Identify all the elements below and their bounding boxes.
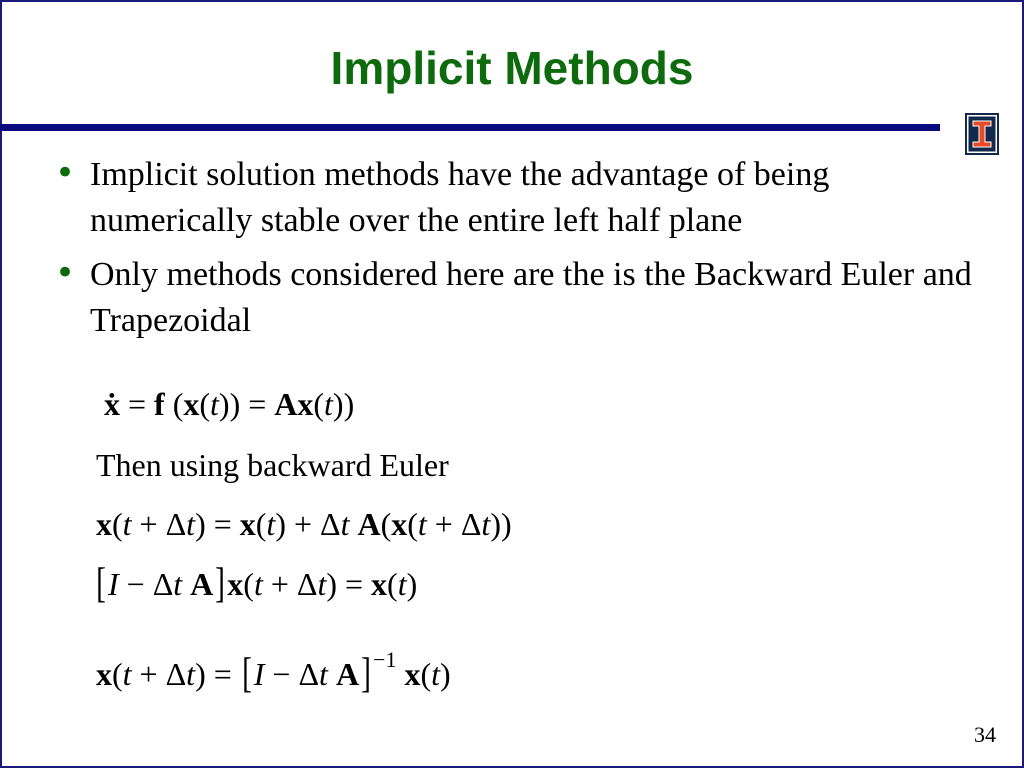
slide-title: Implicit Methods [330, 42, 694, 94]
title-divider [0, 124, 940, 131]
bullet-list [55, 152, 985, 352]
bullet-marker: • [55, 253, 76, 293]
equation-solution: x(t + Δt) = [I − Δt A]$^{-1}$ x(t) [96, 647, 451, 697]
bullet-item [55, 152, 985, 244]
bullet-item [55, 252, 985, 344]
page-number: 34 [974, 722, 996, 747]
university-block-i-icon [965, 113, 999, 155]
equation-backward-euler: x(t + Δt) = x(t) + Δt A(x(t + Δt)) [96, 506, 512, 542]
equation-rearranged: [I − Δt A]x(t + Δt) = x(t) [96, 561, 418, 607]
then-text: Then using backward Euler [96, 447, 449, 483]
bullet-marker: • [55, 153, 76, 193]
bullet-text: Implicit solution methods have the advantage of being numerically stable over the entire left half plane [90, 156, 830, 239]
bullet-text: Only methods considered here are the is the Backward Euler and Trapezoidal [90, 256, 972, 339]
equation-state-space: ẋ = f (x(t)) = Ax(t)) [104, 386, 355, 422]
